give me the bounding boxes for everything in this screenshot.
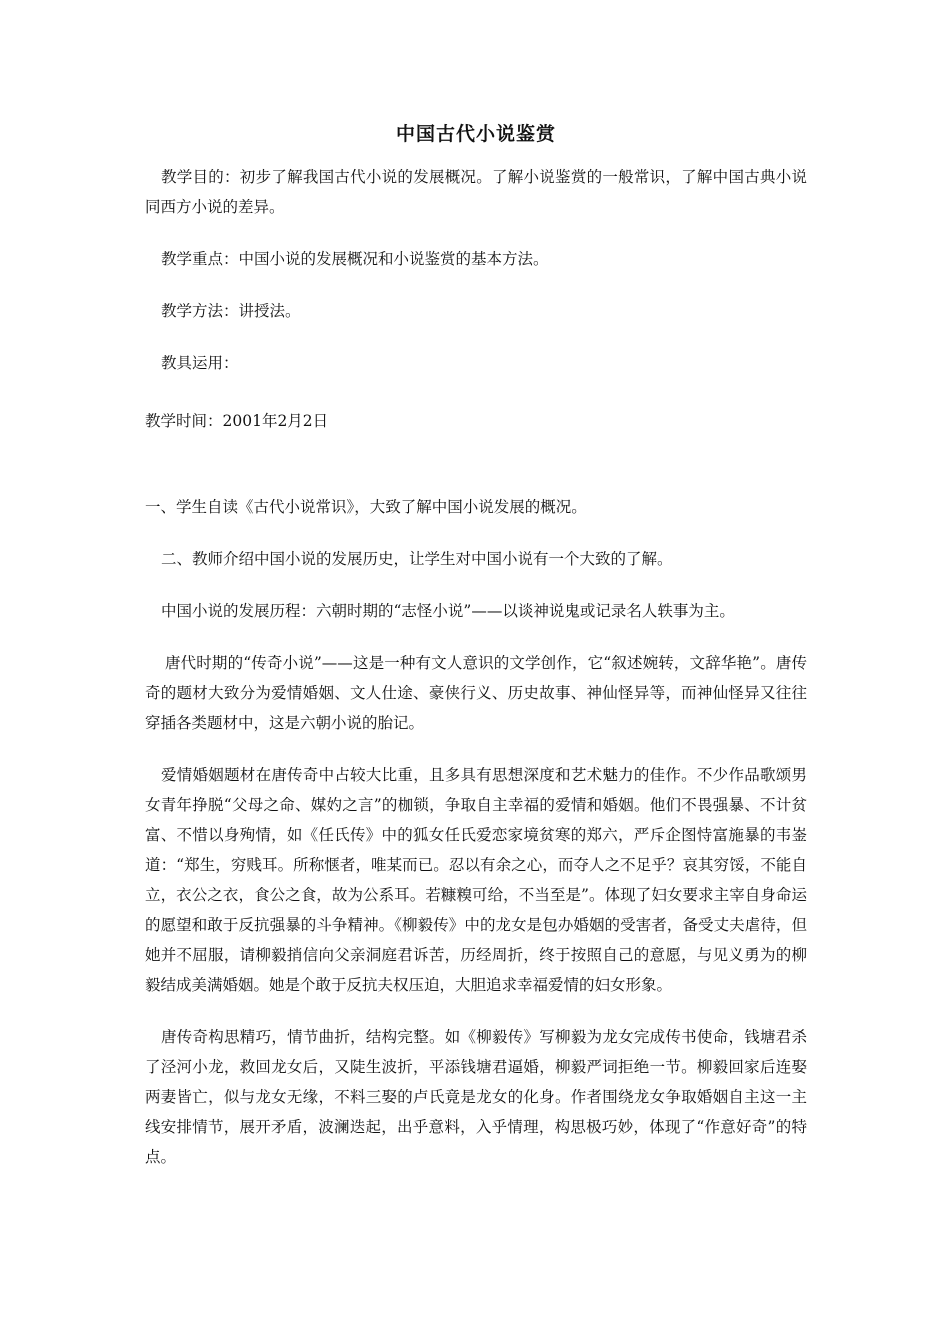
- step-two: 二、教师介绍中国小说的发展历史，让学生对中国小说有一个大致的了解。: [161, 550, 673, 568]
- document-title: 中国古代小说鉴赏: [395, 123, 556, 145]
- teaching-time: 教学时间：2001年2月2日: [145, 412, 329, 430]
- step-one: 一、学生自读《古代小说常识》，大致了解中国小说发展的概况。: [145, 498, 587, 516]
- teaching-tools: 教具运用：: [161, 354, 239, 372]
- tang-paragraph: 唐代时期的“传奇小说”——这是一种有文人意识的文学创作，它“叙述婉转，文辞华艳”。唐传奇的题材大致分为爱情婚姻、文人仕途、豪侠行义、历史故事、神仙怪异等，而神仙怪异又往往穿插各类题材中，这是六朝小说的胎记。: [145, 654, 807, 732]
- structure-paragraph: 唐传奇构思精巧，情节曲折，结构完整。如《柳毅传》写柳毅为龙女完成传书使命，钱塘君杀了泾河小龙，救回龙女后，又陡生波折，平添钱塘君逼婚，柳毅严词拒绝一节。柳毅回家后连娶两妻皆亡，似与龙女无缘，不料三娶的卢氏竟是龙女的化身。作者围绕龙女争取婚姻自主这一主线安排情节，展开矛盾，波澜迭起，出乎意料，入乎情理，构思极巧妙，体现了“作意好奇”的特点。: [145, 1028, 807, 1166]
- teaching-key-points: 教学重点：中国小说的发展概况和小说鉴赏的基本方法。: [161, 250, 549, 268]
- history-paragraph: 中国小说的发展历程：六朝时期的“志怪小说”——以谈神说鬼或记录名人轶事为主。: [161, 602, 735, 620]
- document-page: [145, 118, 807, 1172]
- teaching-method: 教学方法：讲授法。: [161, 302, 301, 320]
- teaching-objective: 教学目的：初步了解我国古代小说的发展概况。了解小说鉴赏的一般常识，了解中国古典小说同西方小说的差异。: [145, 168, 807, 216]
- love-marriage-paragraph: 爱情婚姻题材在唐传奇中占较大比重，且多具有思想深度和艺术魅力的佳作。不少作品歌颂男女青年挣脱“父母之命、媒妁之言”的枷锁，争取自主幸福的爱情和婚姻。他们不畏强暴、不计贫富、不惜以身殉情，如《任氏传》中的狐女任氏爱恋家境贫寒的郑六，严斥企图恃富施暴的韦崟道：“郑生，穷贱耳。所称惬者，唯某而已。忍以有余之心，而夺人之不足乎？哀其穷馁，不能自立，衣公之衣，食公之食，故为公系耳。若糠糗可给，不当至是”。体现了妇女要求主宰自身命运的愿望和敢于反抗强暴的斗争精神。《柳毅传》中的龙女是包办婚姻的受害者，备受丈夫虐待，但她并不屈服，请柳毅捎信向父亲洞庭君诉苦，历经周折，终于按照自己的意愿，与见义勇为的柳毅结成美满婚姻。她是个敢于反抗夫权压迫，大胆追求幸福爱情的妇女形象。: [145, 766, 807, 994]
